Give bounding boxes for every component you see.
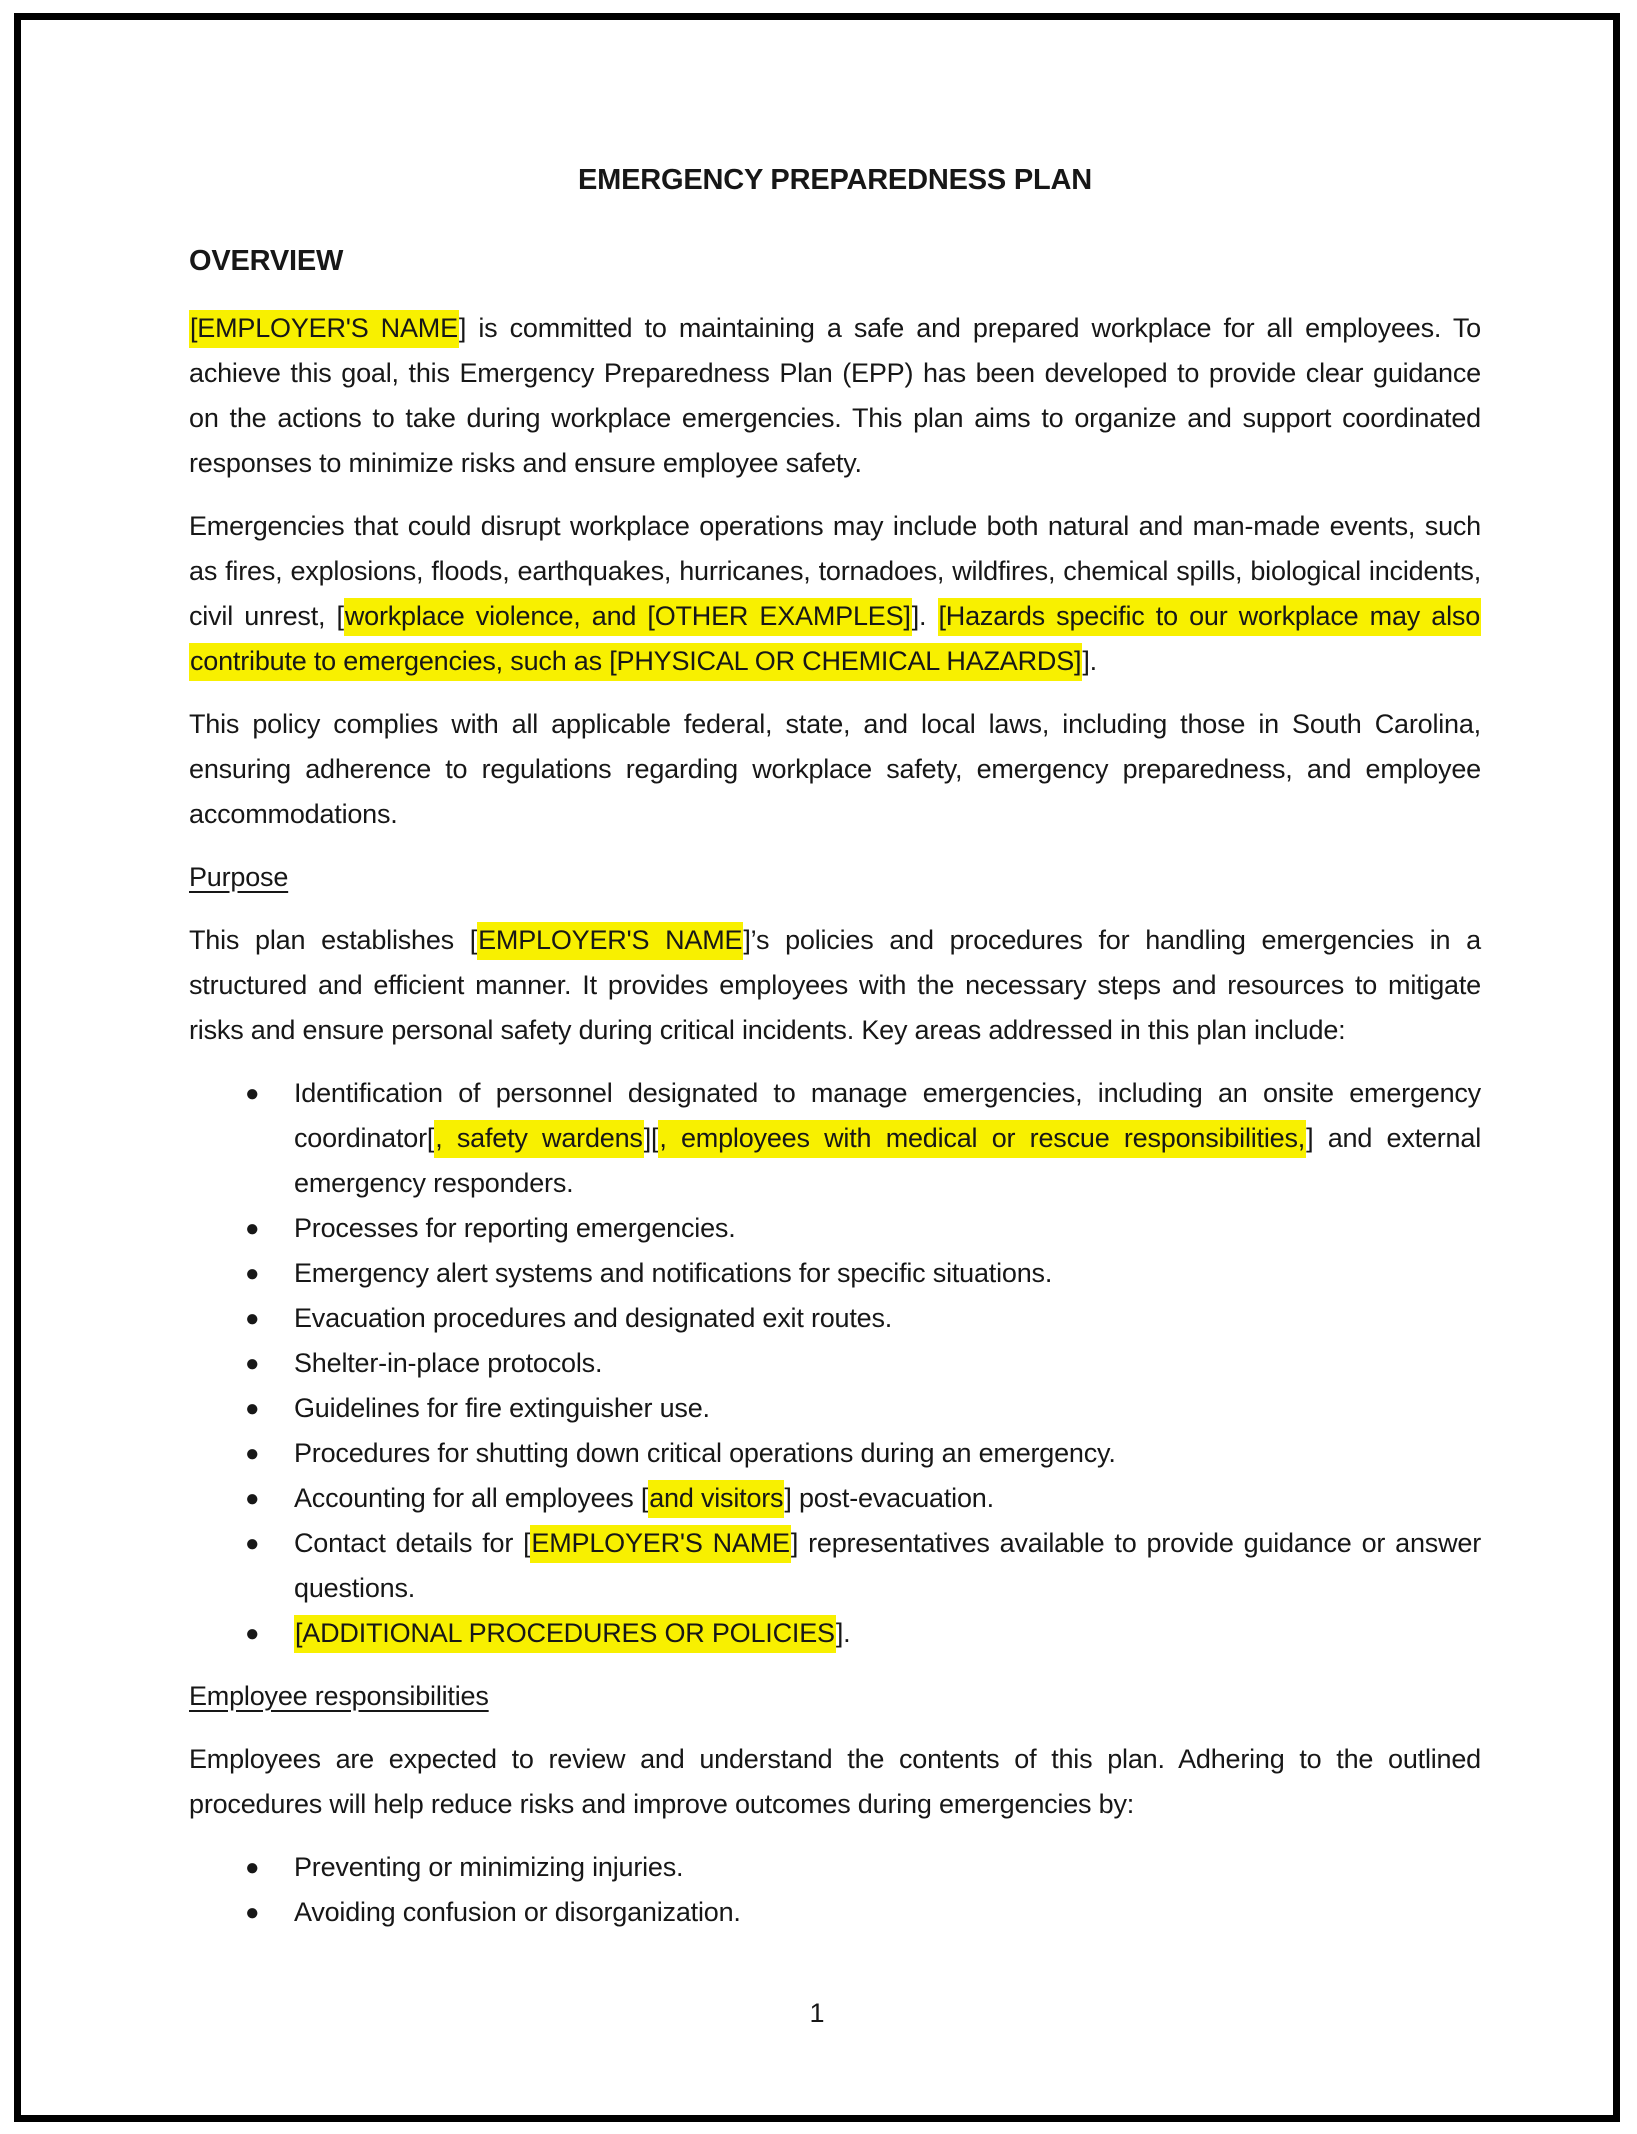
text-run: ] is committed to maintaining a safe and prepared workplace for all employees. To achieve this goal, this Emergency Preparedness Plan (EPP) has been developed to provide clear guidance on the actions to take during workplace emergencies. This plan aims to organize and support coordinated responses to minimize risks and ensure employee safety. bbox=[189, 313, 1481, 478]
page-number: 1 bbox=[809, 1998, 825, 2028]
bullet-item bbox=[189, 1341, 1481, 1386]
subsection-heading bbox=[189, 1674, 1481, 1719]
bullet-text bbox=[294, 1303, 892, 1333]
bullet-icon: ● bbox=[245, 1395, 260, 1422]
section-heading bbox=[189, 239, 1481, 284]
text-run: Emergency alert systems and notifications for specific situations. bbox=[294, 1258, 1053, 1288]
text-run: This policy complies with all applicable federal, state, and local laws, including those in South Carolina, ensuring adherence to regulations regarding workplace safety, emergency preparedness, and employee accommodations. bbox=[189, 709, 1481, 829]
bullet-icon: ● bbox=[245, 1854, 260, 1881]
text-run: ]. bbox=[911, 601, 938, 631]
highlighted-run: EMPLOYER'S NAME bbox=[530, 1525, 790, 1563]
text-run: Avoiding confusion or disorganization. bbox=[294, 1897, 741, 1927]
bullet-list bbox=[189, 1071, 1481, 1656]
text-run: Procedures for shutting down critical operations during an emergency. bbox=[294, 1438, 1116, 1468]
bullet-text bbox=[294, 1852, 683, 1882]
bullet-item bbox=[189, 1611, 1481, 1656]
paragraph bbox=[189, 306, 1481, 486]
text-run: Accounting for all employees [ bbox=[294, 1483, 649, 1513]
highlighted-run: EMPLOYER'S NAME bbox=[477, 922, 743, 960]
highlighted-run: [EMPLOYER'S NAME bbox=[189, 310, 459, 348]
bullet-item bbox=[189, 1845, 1481, 1890]
page-border-frame bbox=[14, 13, 1620, 2122]
text-run: ]. bbox=[835, 1618, 851, 1648]
text-run: EMERGENCY PREPAREDNESS PLAN bbox=[577, 164, 1092, 196]
text-run: Identification of personnel designated to manage emergencies, including an onsite emergency coordinator[ bbox=[294, 1078, 1481, 1153]
bullet-item bbox=[189, 1071, 1481, 1206]
bullet-text bbox=[294, 1897, 741, 1927]
bullet-icon: ● bbox=[245, 1305, 260, 1332]
text-run: Shelter-in-place protocols. bbox=[294, 1348, 603, 1378]
text-run: Employee responsibilities bbox=[189, 1681, 489, 1711]
bullet-item bbox=[189, 1431, 1481, 1476]
bullet-item bbox=[189, 1251, 1481, 1296]
bullet-icon: ● bbox=[245, 1080, 260, 1107]
bullet-icon: ● bbox=[245, 1440, 260, 1467]
paragraph bbox=[189, 918, 1481, 1053]
paragraph bbox=[189, 1737, 1481, 1827]
paragraph bbox=[189, 504, 1481, 684]
highlighted-run: [Hazards specific to our workplace may also contribute to emergencies, such as [PHYSICAL OR CHEMICAL HAZARDS] bbox=[189, 598, 1481, 681]
paragraph bbox=[189, 702, 1481, 837]
highlighted-run: [ADDITIONAL PROCEDURES OR POLICIES bbox=[294, 1615, 836, 1653]
bullet-text bbox=[294, 1393, 710, 1423]
highlighted-run: workplace violence, and [OTHER EXAMPLES] bbox=[344, 598, 912, 636]
bullet-text bbox=[294, 1213, 736, 1243]
bullet-item bbox=[189, 1890, 1481, 1935]
bullet-item bbox=[189, 1296, 1481, 1341]
highlighted-run: , employees with medical or rescue responsibilities, bbox=[658, 1120, 1306, 1158]
text-run: Employees are expected to review and understand the contents of this plan. Adhering to the outlined procedures will help reduce risks and improve outcomes during emergencies by: bbox=[189, 1744, 1481, 1819]
subsection-heading bbox=[189, 855, 1481, 900]
bullet-text bbox=[294, 1525, 1481, 1603]
text-run: Guidelines for fire extinguisher use. bbox=[294, 1393, 710, 1423]
text-run: Purpose bbox=[189, 862, 289, 892]
text-run: Evacuation procedures and designated exit routes. bbox=[294, 1303, 893, 1333]
bullet-icon: ● bbox=[245, 1215, 260, 1242]
text-run: ] and external emergency responders. bbox=[294, 1123, 1481, 1198]
bullet-item bbox=[189, 1386, 1481, 1431]
bullet-text bbox=[294, 1258, 1052, 1288]
highlighted-run: and visitors bbox=[648, 1480, 784, 1518]
text-run: OVERVIEW bbox=[189, 245, 344, 277]
text-run: This plan establishes [ bbox=[189, 925, 478, 955]
text-run: Contact details for [ bbox=[294, 1528, 531, 1558]
text-run: ][ bbox=[643, 1123, 659, 1153]
text-run: ] post-evacuation. bbox=[784, 1483, 994, 1513]
document-body bbox=[189, 158, 1481, 1953]
text-run: Processes for reporting emergencies. bbox=[294, 1213, 736, 1243]
text-run: ]. bbox=[1082, 646, 1097, 676]
bullet-item bbox=[189, 1476, 1481, 1521]
bullet-item bbox=[189, 1521, 1481, 1611]
bullet-text bbox=[294, 1348, 602, 1378]
bullet-icon: ● bbox=[245, 1620, 260, 1647]
bullet-text bbox=[294, 1480, 994, 1518]
bullet-text bbox=[294, 1078, 1481, 1198]
bullet-icon: ● bbox=[245, 1899, 260, 1926]
highlighted-run: , safety wardens bbox=[434, 1120, 644, 1158]
bullet-icon: ● bbox=[245, 1530, 260, 1557]
bullet-icon: ● bbox=[245, 1350, 260, 1377]
bullet-text bbox=[294, 1438, 1116, 1468]
bullet-icon: ● bbox=[245, 1260, 260, 1287]
text-run: ]’s policies and procedures for handling emergencies in a structured and efficient manner. It provides employees with the necessary steps and resources to mitigate risks and ensure personal safety during critical incidents. Key areas addressed in this plan include: bbox=[189, 925, 1481, 1045]
text-run: Preventing or minimizing injuries. bbox=[294, 1852, 684, 1882]
doc-title bbox=[189, 158, 1481, 203]
bullet-item bbox=[189, 1206, 1481, 1251]
text-run: Emergencies that could disrupt workplace operations may include both natural and man-made events, such as fires, explosions, floods, earthquakes, hurricanes, tornadoes, wildfires, chemical spills, biological incidents, civil unrest, [ bbox=[189, 511, 1481, 631]
bullet-icon: ● bbox=[245, 1485, 260, 1512]
text-run: ] representatives available to provide guidance or answer questions. bbox=[294, 1528, 1481, 1603]
bullet-list bbox=[189, 1845, 1481, 1935]
bullet-text bbox=[294, 1615, 850, 1653]
